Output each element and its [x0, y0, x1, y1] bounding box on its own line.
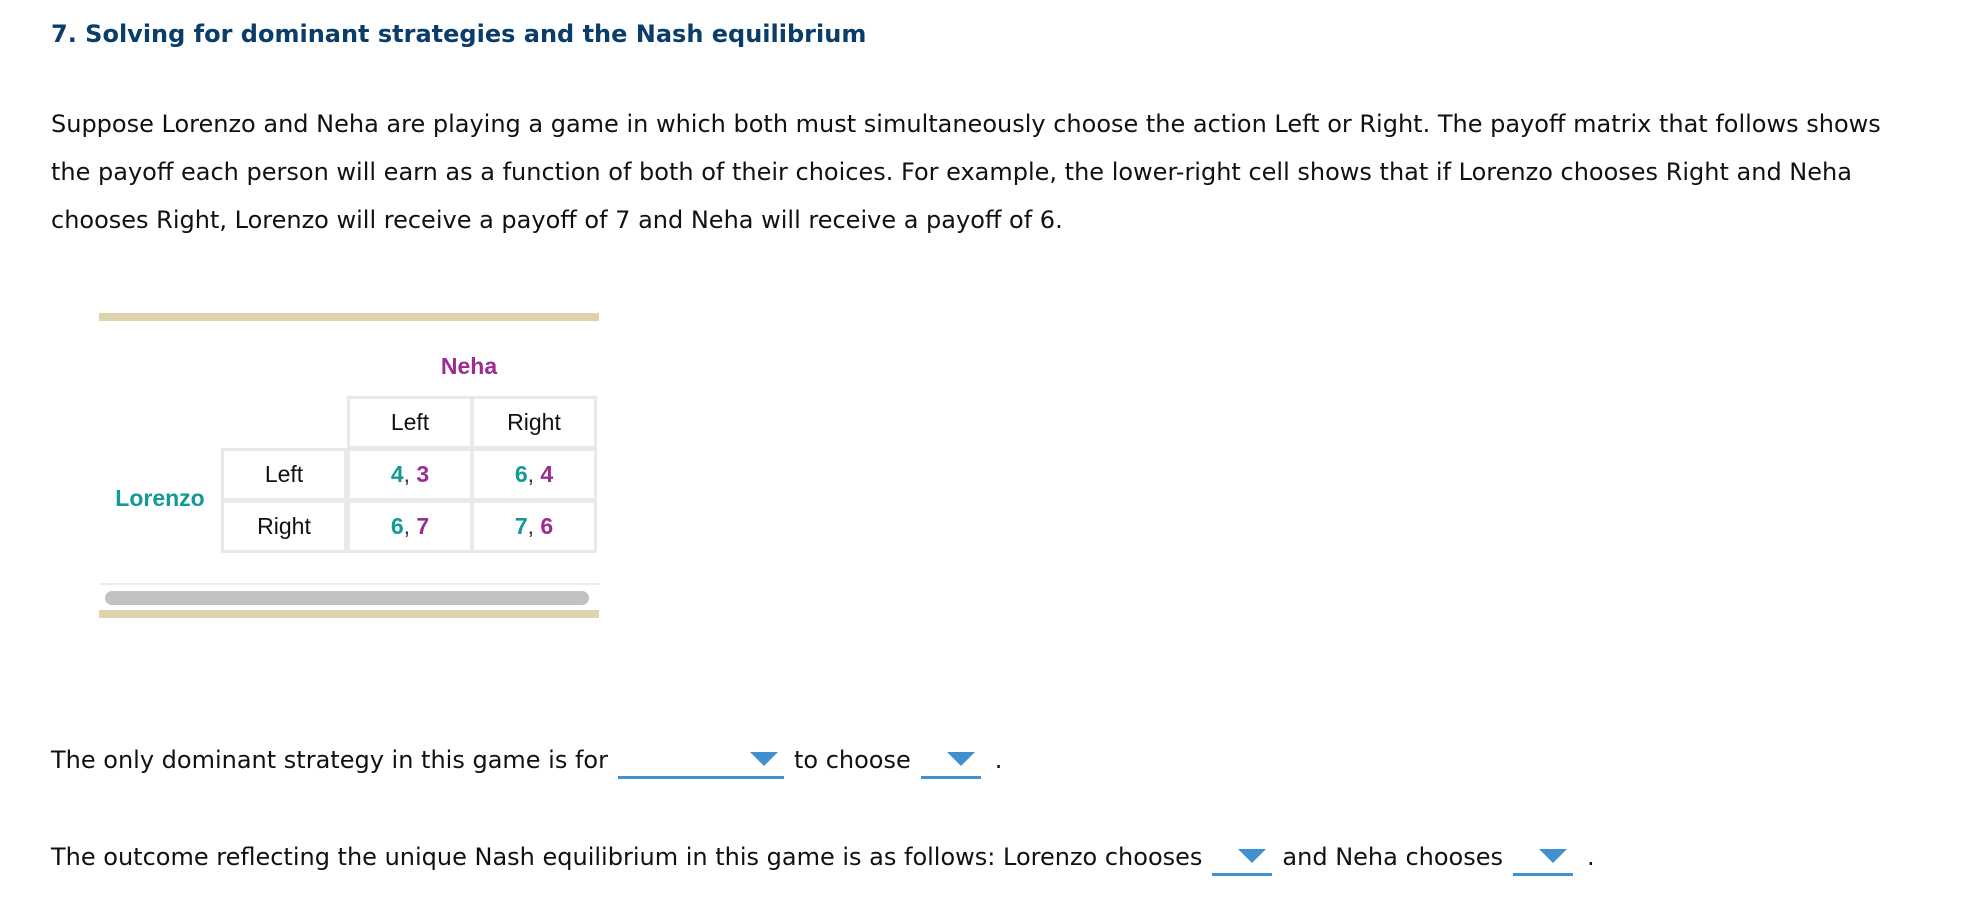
dominant-text-end: .	[994, 746, 1003, 774]
nash-text-before: The outcome reflecting the unique Nash equilibrium in this game is as follows: Lorenzo chooses	[51, 843, 1203, 871]
row-header-left: Left	[221, 448, 347, 501]
dominant-strategy-sentence	[51, 740, 1002, 780]
chevron-down-icon	[1238, 849, 1266, 863]
lorenzo-payoff: 4	[390, 461, 404, 487]
neha-payoff: 7	[416, 513, 430, 539]
chevron-down-icon	[1539, 849, 1567, 863]
payoff-separator: ,	[527, 513, 534, 539]
neha-payoff: 4	[540, 461, 554, 487]
payoff-grid	[221, 396, 597, 553]
payoff-cell-right-right	[471, 500, 597, 553]
chevron-down-icon	[750, 752, 778, 766]
neha-choice-dropdown[interactable]	[1513, 839, 1573, 876]
payoff-cell-left-left	[347, 448, 473, 501]
column-header-left: Left	[347, 396, 473, 449]
nash-equilibrium-sentence	[51, 837, 1595, 877]
chevron-down-icon	[947, 752, 975, 766]
column-player-label: Neha	[440, 353, 498, 379]
horizontal-scrollbar[interactable]	[99, 583, 599, 605]
dominant-text-before: The only dominant strategy in this game is for	[51, 746, 608, 774]
payoff-separator: ,	[527, 461, 534, 487]
neha-payoff: 6	[540, 513, 554, 539]
lorenzo-payoff: 6	[514, 461, 528, 487]
payoff-separator: ,	[403, 461, 410, 487]
payoff-separator: ,	[403, 513, 410, 539]
nash-text-middle: and Neha chooses	[1282, 843, 1503, 871]
payoff-cell-right-left	[347, 500, 473, 553]
question-intro: Suppose Lorenzo and Neha are playing a game in which both must simultaneously choose the action Left or Right. The payoff matrix that follows shows the payoff each person will earn as a function of both of their choices. For example, the lower-right cell shows that if Lorenzo chooses Right and Neha chooses Right, Lorenzo will receive a payoff of 7 and Neha will receive a payoff of 6.	[51, 110, 1881, 234]
row-player-label: Lorenzo	[115, 485, 205, 511]
column-header-right: Right	[471, 396, 597, 449]
lorenzo-payoff: 7	[514, 513, 528, 539]
payoff-cell-left-right	[471, 448, 597, 501]
payoff-matrix	[99, 313, 599, 620]
player-dropdown[interactable]	[618, 742, 784, 779]
dominant-text-middle: to choose	[793, 746, 911, 774]
nash-text-end: .	[1587, 843, 1595, 871]
row-header-right: Right	[221, 500, 347, 553]
scrollbar-thumb[interactable]	[105, 591, 589, 605]
matrix-top-rule	[99, 313, 599, 321]
question-title: 7. Solving for dominant strategies and the Nash equilibrium	[51, 20, 867, 48]
lorenzo-choice-dropdown[interactable]	[1212, 839, 1272, 876]
lorenzo-payoff: 6	[390, 513, 404, 539]
action-dropdown[interactable]	[921, 742, 981, 779]
neha-payoff: 3	[416, 461, 430, 487]
matrix-bottom-rule	[99, 610, 599, 618]
